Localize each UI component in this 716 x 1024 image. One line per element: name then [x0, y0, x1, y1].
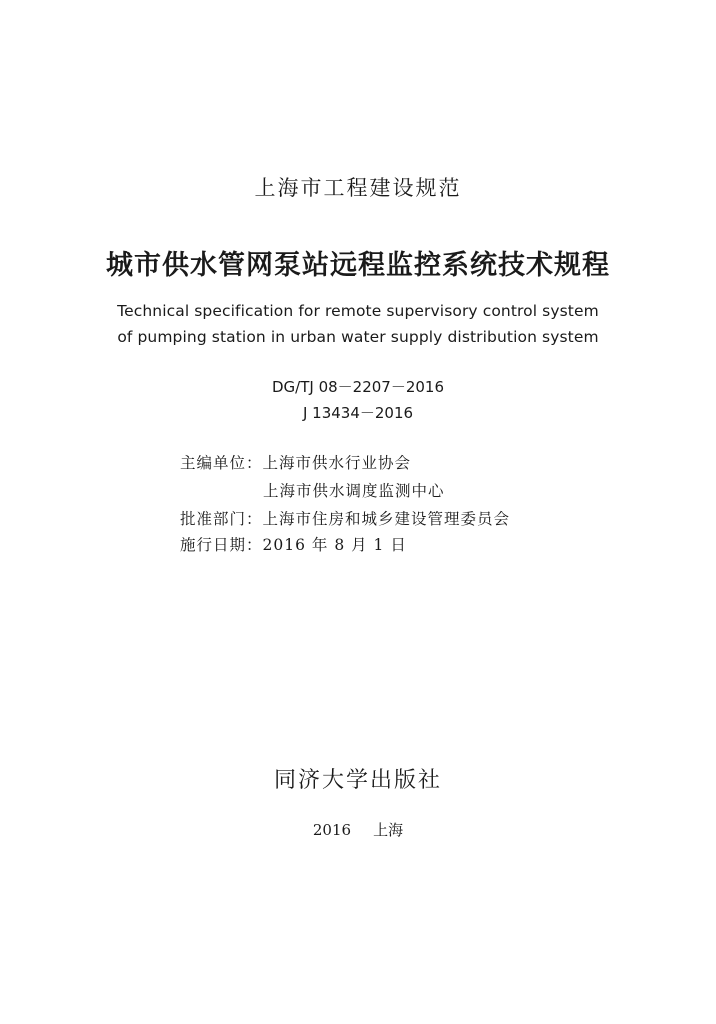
effective-date: 2016 年 8 月 1 日 [262, 536, 407, 554]
standard-code-dg: DG/TJ 08－2207－2016 [271, 378, 445, 396]
editor-org-2: 上海市供水调度监测中心 [263, 482, 445, 500]
english-title-line-2: of pumping station in urban water supply distribution system [117, 328, 599, 346]
approver-org: 上海市住房和城乡建设管理委员会 [262, 510, 511, 528]
publisher-name: 同济大学出版社 [273, 768, 442, 793]
publication-imprint [0, 819, 716, 840]
editor-line-2 [263, 479, 445, 501]
chinese-title: 城市供水管网泵站远程监控系统技术规程 [106, 250, 610, 281]
editor-label: 主编单位： [180, 454, 263, 472]
english-title-line-1: Technical specification for remote supervisory control system [117, 302, 599, 320]
editor-line [180, 451, 411, 473]
approver-line [180, 507, 510, 529]
effective-label: 施行日期： [180, 536, 263, 554]
effective-date-line [180, 533, 407, 555]
series-title: 上海市工程建设规范 [254, 176, 462, 200]
publication-city: 上海 [373, 821, 404, 839]
editor-org-1: 上海市供水行业协会 [262, 454, 412, 472]
approver-label: 批准部门： [180, 510, 263, 528]
standard-code-j: J 13434－2016 [302, 404, 414, 422]
publication-year: 2016 [312, 821, 352, 839]
